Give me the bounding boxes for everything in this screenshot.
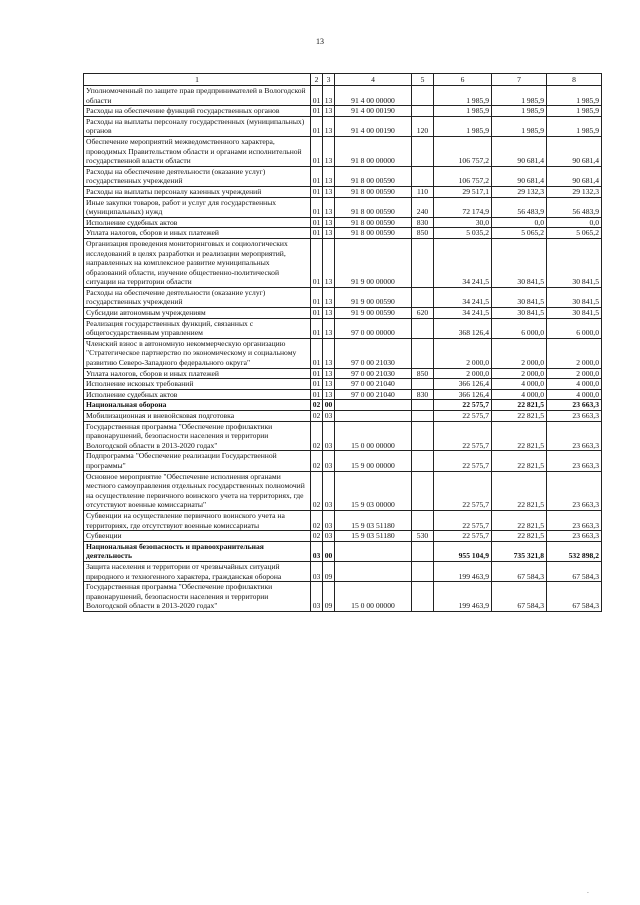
budget-table bbox=[83, 73, 602, 612]
target-article-code bbox=[335, 541, 412, 561]
expense-type-code bbox=[412, 379, 434, 390]
amount-col-8: 67 584,3 bbox=[547, 561, 602, 581]
amount-col-6: 368 126,4 bbox=[434, 318, 492, 338]
expense-type-code bbox=[412, 451, 434, 471]
section-code: 01 bbox=[311, 238, 323, 287]
section-code: 01 bbox=[311, 389, 323, 400]
amount-col-8: 1 985,9 bbox=[547, 106, 602, 117]
table-row bbox=[84, 338, 602, 368]
amount-col-8: 1 985,9 bbox=[547, 116, 602, 136]
amount-col-7: 56 483,9 bbox=[492, 197, 547, 217]
subsection-code: 13 bbox=[323, 166, 335, 186]
section-code: 03 bbox=[311, 582, 323, 612]
target-article-code: 97 0 00 21040 bbox=[335, 389, 412, 400]
amount-col-8: 23 663,3 bbox=[547, 400, 602, 411]
expense-type-code: 240 bbox=[412, 197, 434, 217]
amount-col-7: 0,0 bbox=[492, 217, 547, 228]
amount-col-8: 4 000,0 bbox=[547, 389, 602, 400]
expense-type-code bbox=[412, 510, 434, 530]
target-article-code: 97 0 00 21030 bbox=[335, 338, 412, 368]
row-name: Уполномоченный по защите прав предпринимателей в Вологодской области bbox=[84, 86, 311, 106]
subsection-code: 09 bbox=[323, 582, 335, 612]
subsection-code: 00 bbox=[323, 400, 335, 411]
amount-col-6: 1 985,9 bbox=[434, 106, 492, 117]
amount-col-7: 5 065,2 bbox=[492, 228, 547, 239]
table-row bbox=[84, 582, 602, 612]
target-article-code: 91 4 00 00190 bbox=[335, 116, 412, 136]
target-article-code: 91 8 00 00590 bbox=[335, 217, 412, 228]
amount-col-6: 199 463,9 bbox=[434, 582, 492, 612]
row-name: Субсидии автономным учреждениям bbox=[84, 308, 311, 319]
amount-col-6: 72 174,9 bbox=[434, 197, 492, 217]
subsection-code: 03 bbox=[323, 421, 335, 451]
amount-col-7: 2 000,0 bbox=[492, 368, 547, 379]
section-code: 01 bbox=[311, 106, 323, 117]
subsection-code: 03 bbox=[323, 451, 335, 471]
table-body bbox=[84, 86, 602, 612]
amount-col-8: 6 000,0 bbox=[547, 318, 602, 338]
amount-col-7: 4 000,0 bbox=[492, 379, 547, 390]
section-code: 03 bbox=[311, 541, 323, 561]
target-article-code bbox=[335, 411, 412, 422]
section-code: 02 bbox=[311, 531, 323, 542]
target-article-code: 97 0 00 21030 bbox=[335, 368, 412, 379]
section-code: 01 bbox=[311, 318, 323, 338]
target-article-code: 15 9 00 00000 bbox=[335, 451, 412, 471]
amount-col-6: 22 575,7 bbox=[434, 510, 492, 530]
amount-col-6: 366 126,4 bbox=[434, 389, 492, 400]
amount-col-8: 23 663,3 bbox=[547, 531, 602, 542]
subsection-code: 03 bbox=[323, 531, 335, 542]
expense-type-code bbox=[412, 136, 434, 166]
amount-col-8: 90 681,4 bbox=[547, 136, 602, 166]
amount-col-8: 1 985,9 bbox=[547, 86, 602, 106]
expense-type-code: 830 bbox=[412, 217, 434, 228]
amount-col-8: 23 663,3 bbox=[547, 471, 602, 510]
amount-col-7: 22 821,5 bbox=[492, 400, 547, 411]
target-article-code: 91 9 00 00590 bbox=[335, 308, 412, 319]
subsection-code: 13 bbox=[323, 228, 335, 239]
target-article-code: 91 8 00 00590 bbox=[335, 228, 412, 239]
target-article-code: 97 0 00 00000 bbox=[335, 318, 412, 338]
amount-col-8: 67 584,3 bbox=[547, 582, 602, 612]
subsection-code: 13 bbox=[323, 389, 335, 400]
section-code: 01 bbox=[311, 308, 323, 319]
amount-col-6: 199 463,9 bbox=[434, 561, 492, 581]
section-code: 02 bbox=[311, 510, 323, 530]
subsection-code: 03 bbox=[323, 411, 335, 422]
table-row bbox=[84, 197, 602, 217]
section-code: 01 bbox=[311, 228, 323, 239]
row-name: Исполнение исковых требований bbox=[84, 379, 311, 390]
subsection-code: 13 bbox=[323, 318, 335, 338]
amount-col-6: 106 757,2 bbox=[434, 166, 492, 186]
row-name: Основное мероприятие "Обеспечение исполнения органами местного самоуправления отдельных государственных полномочий на осуществление первичного воинского учета на территориях, где отсутствуют военные комиссариаты" bbox=[84, 471, 311, 510]
amount-col-8: 2 000,0 bbox=[547, 338, 602, 368]
header-cell: 1 bbox=[84, 74, 311, 86]
section-code: 01 bbox=[311, 217, 323, 228]
expense-type-code: 120 bbox=[412, 116, 434, 136]
expense-type-code bbox=[412, 338, 434, 368]
header-cell: 3 bbox=[323, 74, 335, 86]
amount-col-6: 5 035,2 bbox=[434, 228, 492, 239]
table-row bbox=[84, 389, 602, 400]
table-row bbox=[84, 287, 602, 307]
row-name: Расходы на обеспечение функций государственных органов bbox=[84, 106, 311, 117]
amount-col-8: 5 065,2 bbox=[547, 228, 602, 239]
amount-col-8: 30 841,5 bbox=[547, 308, 602, 319]
subsection-code: 13 bbox=[323, 186, 335, 197]
row-name: Государственная программа "Обеспечение профилактики правонарушений, безопасности населения и территории Вологодской области в 2013-2020 годах" bbox=[84, 421, 311, 451]
table-header-row bbox=[84, 74, 602, 86]
table-row bbox=[84, 421, 602, 451]
amount-col-6: 22 575,7 bbox=[434, 400, 492, 411]
subsection-code: 13 bbox=[323, 338, 335, 368]
expense-type-code: 850 bbox=[412, 228, 434, 239]
amount-col-8: 4 000,0 bbox=[547, 379, 602, 390]
expense-type-code: 620 bbox=[412, 308, 434, 319]
section-code: 01 bbox=[311, 368, 323, 379]
expense-type-code bbox=[412, 400, 434, 411]
amount-col-8: 0,0 bbox=[547, 217, 602, 228]
subsection-code: 03 bbox=[323, 471, 335, 510]
target-article-code: 91 8 00 00000 bbox=[335, 136, 412, 166]
target-article-code: 91 8 00 00590 bbox=[335, 166, 412, 186]
amount-col-8: 30 841,5 bbox=[547, 287, 602, 307]
expense-type-code bbox=[412, 166, 434, 186]
table-row bbox=[84, 106, 602, 117]
table-row bbox=[84, 541, 602, 561]
target-article-code: 91 8 00 00590 bbox=[335, 197, 412, 217]
table-row bbox=[84, 86, 602, 106]
target-article-code: 91 4 00 00000 bbox=[335, 86, 412, 106]
target-article-code: 91 8 00 00590 bbox=[335, 186, 412, 197]
amount-col-6: 34 241,5 bbox=[434, 238, 492, 287]
table-row bbox=[84, 136, 602, 166]
row-name: Расходы на обеспечение деятельности (оказание услуг) государственных учреждений bbox=[84, 287, 311, 307]
amount-col-7: 22 821,5 bbox=[492, 510, 547, 530]
amount-col-7: 67 584,3 bbox=[492, 582, 547, 612]
header-cell: 6 bbox=[434, 74, 492, 86]
subsection-code: 03 bbox=[323, 510, 335, 530]
section-code: 01 bbox=[311, 338, 323, 368]
row-name: Обеспечение мероприятий межведомственного характера, проводимых Правительством области и органами исполнительной государственной власти области bbox=[84, 136, 311, 166]
section-code: 01 bbox=[311, 186, 323, 197]
target-article-code: 97 0 00 21040 bbox=[335, 379, 412, 390]
table-row bbox=[84, 379, 602, 390]
expense-type-code bbox=[412, 582, 434, 612]
row-name: Субвенции bbox=[84, 531, 311, 542]
expense-type-code bbox=[412, 421, 434, 451]
table-row bbox=[84, 186, 602, 197]
expense-type-code: 530 bbox=[412, 531, 434, 542]
header-cell: 8 bbox=[547, 74, 602, 86]
subsection-code: 13 bbox=[323, 368, 335, 379]
expense-type-code: 830 bbox=[412, 389, 434, 400]
amount-col-6: 106 757,2 bbox=[434, 136, 492, 166]
section-code: 01 bbox=[311, 86, 323, 106]
amount-col-6: 22 575,7 bbox=[434, 531, 492, 542]
amount-col-6: 2 000,0 bbox=[434, 338, 492, 368]
section-code: 01 bbox=[311, 136, 323, 166]
expense-type-code bbox=[412, 106, 434, 117]
subsection-code: 13 bbox=[323, 116, 335, 136]
row-name: Подпрограмма "Обеспечение реализации Государственной программы" bbox=[84, 451, 311, 471]
row-name: Иные закупки товаров, работ и услуг для государственных (муниципальных) нужд bbox=[84, 197, 311, 217]
row-name: Защита населения и территории от чрезвычайных ситуаций природного и техногенного характера, гражданская оборона bbox=[84, 561, 311, 581]
amount-col-8: 2 000,0 bbox=[547, 368, 602, 379]
subsection-code: 13 bbox=[323, 308, 335, 319]
target-article-code: 91 9 00 00590 bbox=[335, 287, 412, 307]
table-row bbox=[84, 411, 602, 422]
row-name: Национальная оборона bbox=[84, 400, 311, 411]
expense-type-code: 850 bbox=[412, 368, 434, 379]
table-row bbox=[84, 318, 602, 338]
row-name: Исполнение судебных актов bbox=[84, 217, 311, 228]
row-name: Реализация государственных функций, связанных с общегосударственным управлением bbox=[84, 318, 311, 338]
amount-col-7: 22 821,5 bbox=[492, 471, 547, 510]
amount-col-6: 22 575,7 bbox=[434, 471, 492, 510]
table-row bbox=[84, 308, 602, 319]
table-row bbox=[84, 531, 602, 542]
section-code: 02 bbox=[311, 421, 323, 451]
amount-col-7: 30 841,5 bbox=[492, 287, 547, 307]
row-name: Исполнение судебных актов bbox=[84, 389, 311, 400]
amount-col-7: 1 985,9 bbox=[492, 116, 547, 136]
row-name: Членский взнос в автономную некоммерческую организацию "Стратегическое партнерство по экономическому и социальному развитию Северо-Западного федерального округа" bbox=[84, 338, 311, 368]
amount-col-6: 2 000,0 bbox=[434, 368, 492, 379]
amount-col-7: 30 841,5 bbox=[492, 238, 547, 287]
row-name: Мобилизационная и вневойсковая подготовка bbox=[84, 411, 311, 422]
section-code: 01 bbox=[311, 116, 323, 136]
row-name: Организация проведения мониторинговых и социологических исследований в целях разработки и реализации мероприятий, направленных на комплексное развитие муниципальных образований области, изучение общественно-политической ситуации на территории области bbox=[84, 238, 311, 287]
target-article-code: 15 0 00 00000 bbox=[335, 582, 412, 612]
row-name: Национальная безопасность и правоохранительная деятельность bbox=[84, 541, 311, 561]
amount-col-7: 22 821,5 bbox=[492, 451, 547, 471]
subsection-code: 13 bbox=[323, 86, 335, 106]
target-article-code: 15 9 03 51180 bbox=[335, 510, 412, 530]
amount-col-8: 23 663,3 bbox=[547, 451, 602, 471]
expense-type-code: 110 bbox=[412, 186, 434, 197]
amount-col-6: 22 575,7 bbox=[434, 451, 492, 471]
amount-col-6: 1 985,9 bbox=[434, 116, 492, 136]
amount-col-7: 735 321,8 bbox=[492, 541, 547, 561]
target-article-code: 91 9 00 00000 bbox=[335, 238, 412, 287]
table-row bbox=[84, 166, 602, 186]
table-row bbox=[84, 238, 602, 287]
table-row bbox=[84, 451, 602, 471]
header-cell: 7 bbox=[492, 74, 547, 86]
subsection-code: 13 bbox=[323, 217, 335, 228]
row-name: Государственная программа "Обеспечение профилактики правонарушений, безопасности населения и территории Вологодской области в 2013-2020 годах" bbox=[84, 582, 311, 612]
section-code: 01 bbox=[311, 379, 323, 390]
subsection-code: 13 bbox=[323, 238, 335, 287]
section-code: 01 bbox=[311, 166, 323, 186]
row-name: Расходы на выплаты персоналу государственных (муниципальных) органов bbox=[84, 116, 311, 136]
amount-col-6: 30,0 bbox=[434, 217, 492, 228]
subsection-code: 13 bbox=[323, 287, 335, 307]
expense-type-code bbox=[412, 86, 434, 106]
table-row bbox=[84, 368, 602, 379]
amount-col-7: 22 821,5 bbox=[492, 421, 547, 451]
section-code: 03 bbox=[311, 561, 323, 581]
row-name: Уплата налогов, сборов и иных платежей bbox=[84, 368, 311, 379]
table-row bbox=[84, 471, 602, 510]
amount-col-6: 34 241,5 bbox=[434, 308, 492, 319]
amount-col-7: 22 821,5 bbox=[492, 531, 547, 542]
amount-col-7: 1 985,9 bbox=[492, 86, 547, 106]
amount-col-7: 2 000,0 bbox=[492, 338, 547, 368]
section-code: 01 bbox=[311, 287, 323, 307]
row-name: Субвенции на осуществление первичного воинского учета на территориях, где отсутствуют военные комиссариаты bbox=[84, 510, 311, 530]
target-article-code bbox=[335, 561, 412, 581]
amount-col-6: 955 104,9 bbox=[434, 541, 492, 561]
expense-type-code bbox=[412, 318, 434, 338]
target-article-code: 91 4 00 00190 bbox=[335, 106, 412, 117]
amount-col-8: 29 132,3 bbox=[547, 186, 602, 197]
header-cell: 2 bbox=[311, 74, 323, 86]
amount-col-8: 532 898,2 bbox=[547, 541, 602, 561]
amount-col-6: 34 241,5 bbox=[434, 287, 492, 307]
expense-type-code bbox=[412, 471, 434, 510]
amount-col-7: 90 681,4 bbox=[492, 136, 547, 166]
section-code: 01 bbox=[311, 197, 323, 217]
expense-type-code bbox=[412, 561, 434, 581]
amount-col-7: 1 985,9 bbox=[492, 106, 547, 117]
amount-col-7: 22 821,5 bbox=[492, 411, 547, 422]
target-article-code: 15 9 03 51180 bbox=[335, 531, 412, 542]
subsection-code: 00 bbox=[323, 541, 335, 561]
table-row bbox=[84, 217, 602, 228]
page-number: 13 bbox=[316, 37, 324, 46]
table-row bbox=[84, 561, 602, 581]
header-cell: 4 bbox=[335, 74, 412, 86]
amount-col-6: 22 575,7 bbox=[434, 421, 492, 451]
subsection-code: 13 bbox=[323, 136, 335, 166]
target-article-code: 15 9 03 00000 bbox=[335, 471, 412, 510]
target-article-code bbox=[335, 400, 412, 411]
expense-type-code bbox=[412, 238, 434, 287]
section-code: 02 bbox=[311, 400, 323, 411]
amount-col-7: 6 000,0 bbox=[492, 318, 547, 338]
row-name: Расходы на обеспечение деятельности (оказание услуг) государственных учреждений bbox=[84, 166, 311, 186]
amount-col-8: 30 841,5 bbox=[547, 238, 602, 287]
header-cell: 5 bbox=[412, 74, 434, 86]
table-row bbox=[84, 116, 602, 136]
expense-type-code bbox=[412, 287, 434, 307]
amount-col-7: 90 681,4 bbox=[492, 166, 547, 186]
amount-col-8: 56 483,9 bbox=[547, 197, 602, 217]
amount-col-8: 90 681,4 bbox=[547, 166, 602, 186]
subsection-code: 13 bbox=[323, 197, 335, 217]
table-row bbox=[84, 228, 602, 239]
amount-col-6: 22 575,7 bbox=[434, 411, 492, 422]
table-row bbox=[84, 400, 602, 411]
amount-col-6: 1 985,9 bbox=[434, 86, 492, 106]
amount-col-7: 67 584,3 bbox=[492, 561, 547, 581]
amount-col-7: 29 132,3 bbox=[492, 186, 547, 197]
amount-col-8: 23 663,3 bbox=[547, 421, 602, 451]
subsection-code: 09 bbox=[323, 561, 335, 581]
amount-col-7: 4 000,0 bbox=[492, 389, 547, 400]
subsection-code: 13 bbox=[323, 379, 335, 390]
amount-col-6: 366 126,4 bbox=[434, 379, 492, 390]
amount-col-8: 23 663,3 bbox=[547, 411, 602, 422]
section-code: 02 bbox=[311, 451, 323, 471]
section-code: 02 bbox=[311, 471, 323, 510]
expense-type-code bbox=[412, 411, 434, 422]
section-code: 02 bbox=[311, 411, 323, 422]
amount-col-6: 29 517,1 bbox=[434, 186, 492, 197]
table-row bbox=[84, 510, 602, 530]
row-name: Расходы на выплаты персоналу казенных учреждений bbox=[84, 186, 311, 197]
row-name: Уплата налогов, сборов и иных платежей bbox=[84, 228, 311, 239]
subsection-code: 13 bbox=[323, 106, 335, 117]
expense-type-code bbox=[412, 541, 434, 561]
amount-col-7: 30 841,5 bbox=[492, 308, 547, 319]
amount-col-8: 23 663,3 bbox=[547, 510, 602, 530]
corner-mark: ˇ bbox=[587, 893, 589, 898]
target-article-code: 15 0 00 00000 bbox=[335, 421, 412, 451]
